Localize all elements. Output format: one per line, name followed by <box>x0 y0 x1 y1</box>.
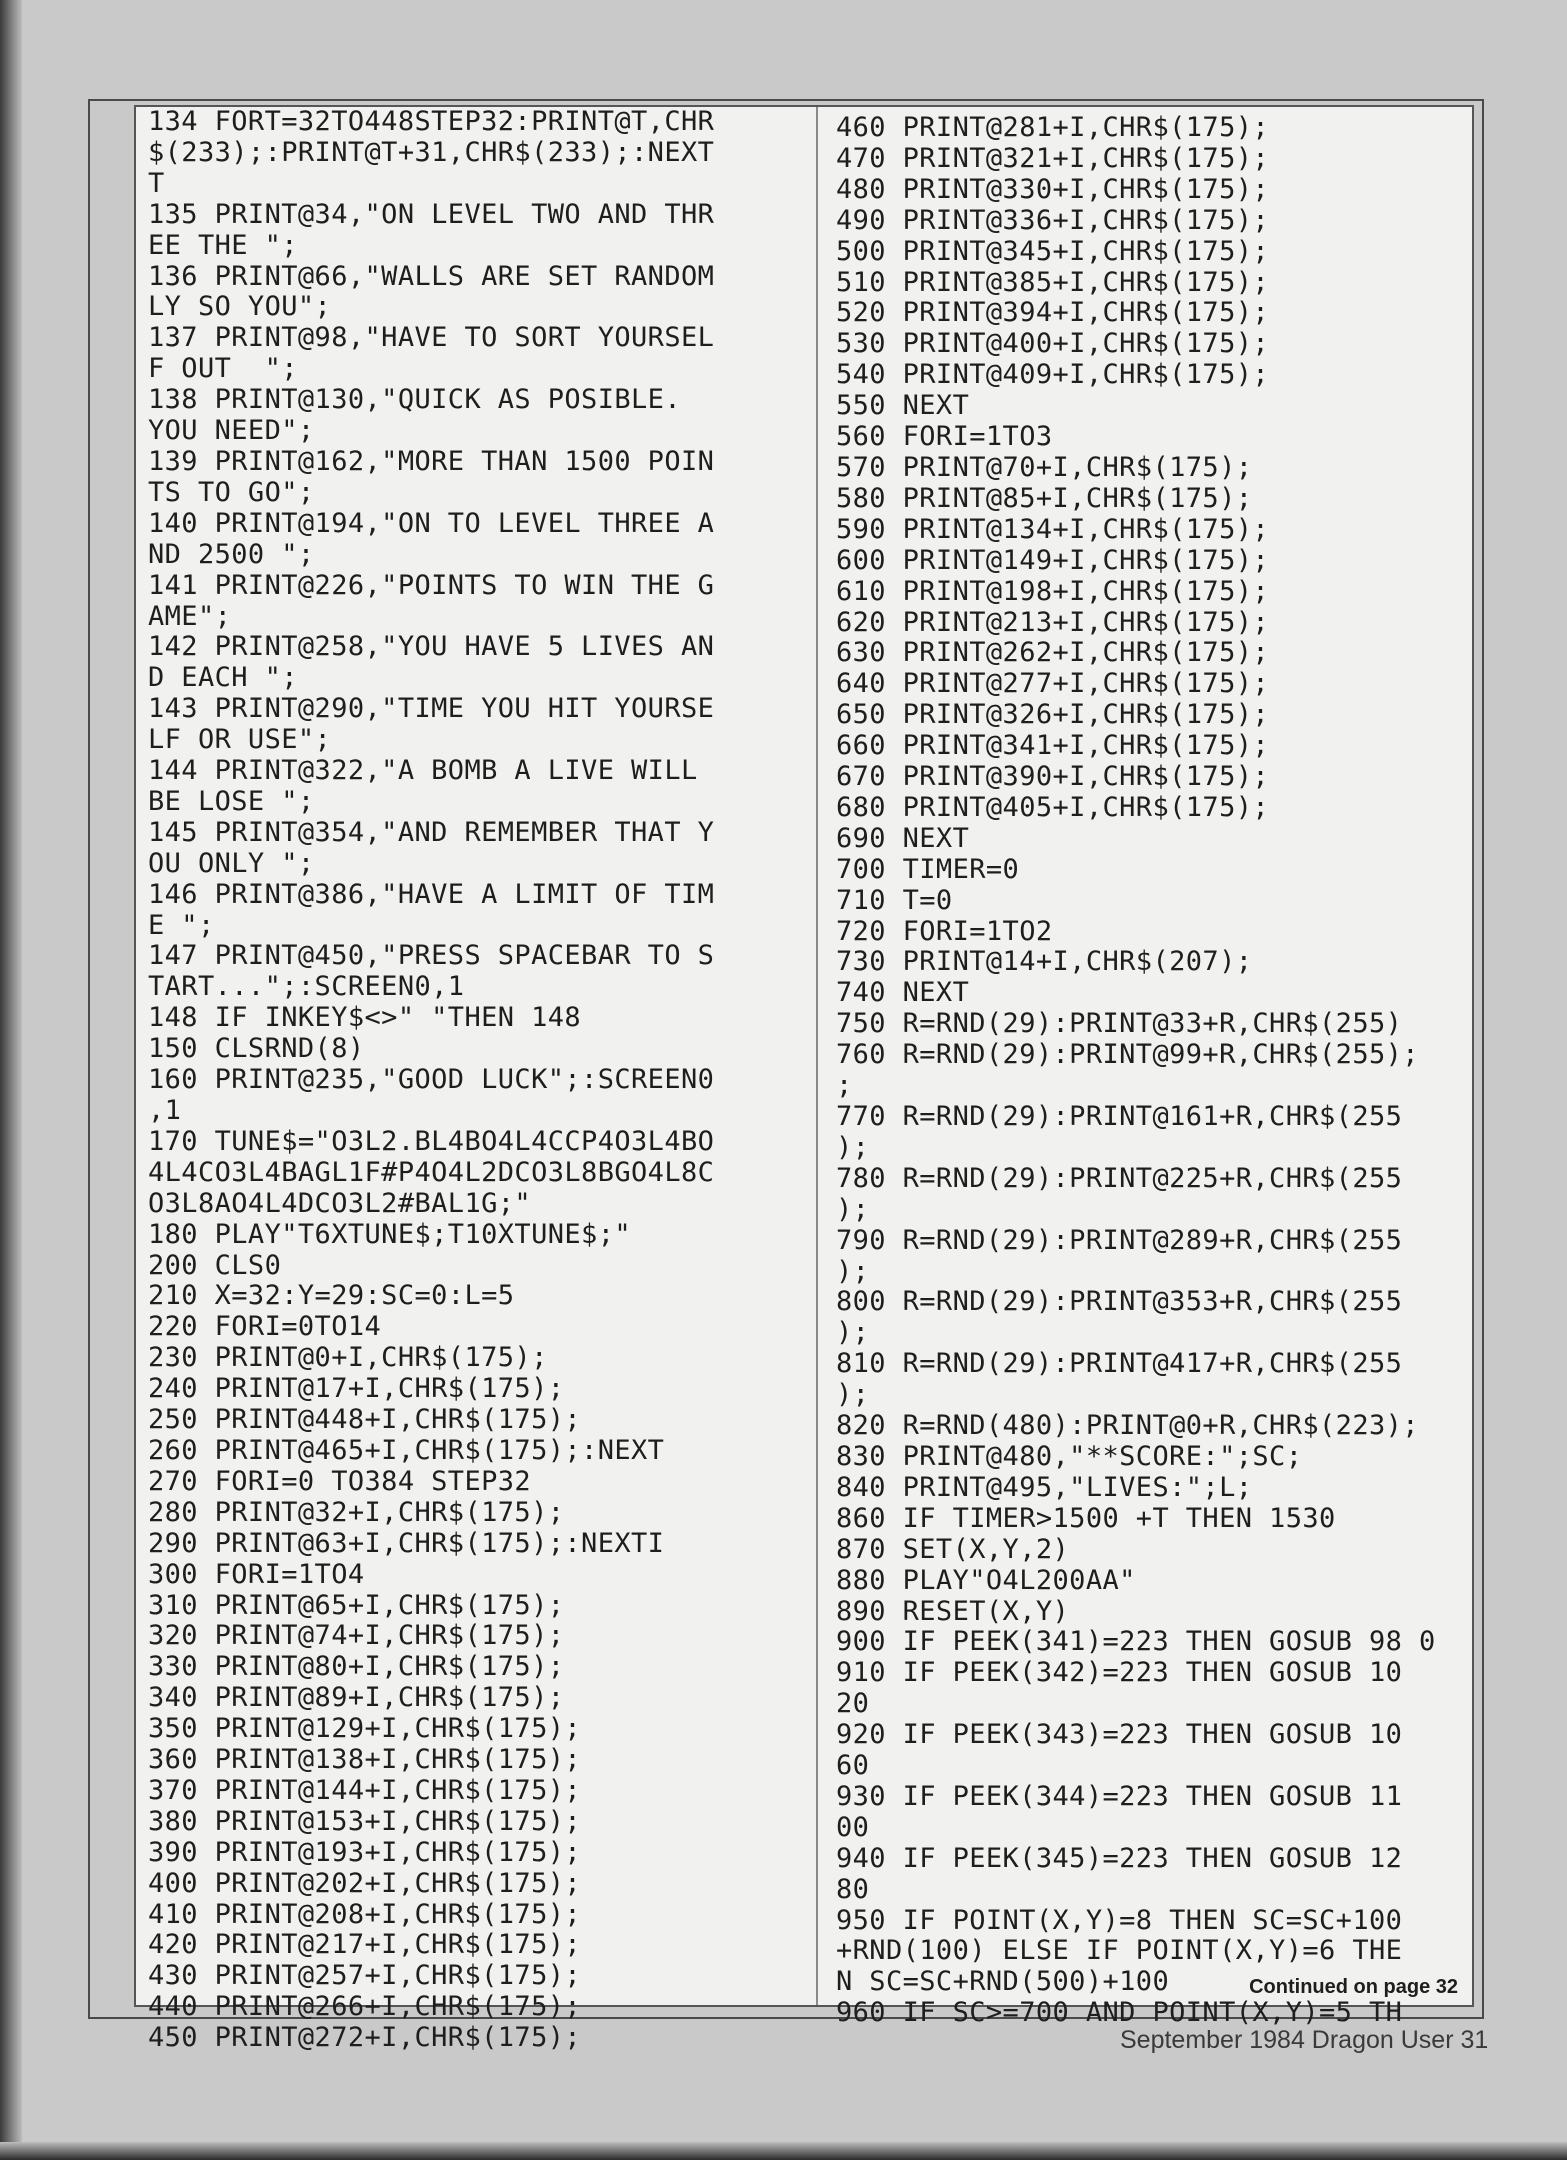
code-line: 590 PRINT@134+I,CHR$(175); <box>836 513 1270 545</box>
code-line: 147 PRINT@450,"PRESS SPACEBAR TO S <box>148 940 715 972</box>
code-line: 440 PRINT@266+I,CHR$(175); <box>148 1991 582 2023</box>
code-line: 640 PRINT@277+I,CHR$(175); <box>836 668 1270 700</box>
code-line: LF OR USE"; <box>148 724 332 756</box>
code-line: 890 RESET(X,Y) <box>836 1595 1070 1627</box>
code-line: 80 <box>836 1873 870 1905</box>
code-line: 160 PRINT@235,"GOOD LUCK";:SCREEN0 <box>148 1064 715 1096</box>
code-line: ); <box>836 1131 870 1163</box>
page-bottom-shadow <box>0 2142 1567 2160</box>
code-line: 4L4CO3L4BAGL1F#P4O4L2DCO3L8BGO4L8C <box>148 1156 715 1188</box>
code-line: 144 PRINT@322,"A BOMB A LIVE WILL <box>148 755 698 787</box>
code-line: 610 PRINT@198+I,CHR$(175); <box>836 575 1270 607</box>
code-line: 680 PRINT@405+I,CHR$(175); <box>836 791 1270 823</box>
code-line: 230 PRINT@0+I,CHR$(175); <box>148 1342 548 1374</box>
code-line: AME"; <box>148 600 232 632</box>
code-line: ); <box>836 1379 870 1411</box>
listing-right-column <box>836 113 1466 2029</box>
code-line: 830 PRINT@480,"**SCORE:";SC; <box>836 1440 1303 1472</box>
code-line: 860 IF TIMER>1500 +T THEN 1530 <box>836 1502 1336 1534</box>
code-line: 240 PRINT@17+I,CHR$(175); <box>148 1373 565 1405</box>
code-line: 137 PRINT@98,"HAVE TO SORT YOURSEL <box>148 322 715 354</box>
code-line: 920 IF PEEK(343)=223 THEN GOSUB 10 <box>836 1719 1403 1751</box>
code-line: 135 PRINT@34,"ON LEVEL TWO AND THR <box>148 198 715 230</box>
code-line: 650 PRINT@326+I,CHR$(175); <box>836 699 1270 731</box>
code-line: 720 FORI=1TO2 <box>836 915 1053 947</box>
code-line: 290 PRINT@63+I,CHR$(175);:NEXTI <box>148 1527 665 1559</box>
code-line: 930 IF PEEK(344)=223 THEN GOSUB 11 <box>836 1780 1403 1812</box>
code-line: D EACH "; <box>148 662 298 694</box>
code-line: 750 R=RND(29):PRINT@33+R,CHR$(255) <box>836 1008 1403 1040</box>
code-line: ); <box>836 1255 870 1287</box>
code-line: N SC=SC+RND(500)+100 <box>836 1966 1170 1998</box>
code-line: 810 R=RND(29):PRINT@417+R,CHR$(255 <box>836 1348 1403 1380</box>
code-line: 710 T=0 <box>836 884 953 916</box>
code-line: 670 PRINT@390+I,CHR$(175); <box>836 761 1270 793</box>
listing-left-column <box>148 107 798 2054</box>
code-line: 00 <box>836 1811 870 1843</box>
code-line: LY SO YOU"; <box>148 291 332 323</box>
code-line: 550 NEXT <box>836 390 970 422</box>
code-line: 136 PRINT@66,"WALLS ARE SET RANDOM <box>148 260 715 292</box>
code-line: 740 NEXT <box>836 977 970 1009</box>
code-line: 540 PRINT@409+I,CHR$(175); <box>836 359 1270 391</box>
code-line: 250 PRINT@448+I,CHR$(175); <box>148 1404 582 1436</box>
code-line: 870 SET(X,Y,2) <box>836 1533 1070 1565</box>
code-line: TART...";:SCREEN0,1 <box>148 971 465 1003</box>
code-line: 142 PRINT@258,"YOU HAVE 5 LIVES AN <box>148 631 715 663</box>
code-line: 280 PRINT@32+I,CHR$(175); <box>148 1496 565 1528</box>
code-line: E "; <box>148 909 215 941</box>
code-line: 510 PRINT@385+I,CHR$(175); <box>836 266 1270 298</box>
code-line: 780 R=RND(29):PRINT@225+R,CHR$(255 <box>836 1162 1403 1194</box>
code-line: ,1 <box>148 1095 182 1126</box>
code-line: 139 PRINT@162,"MORE THAN 1500 POIN <box>148 445 715 477</box>
code-line: 430 PRINT@257+I,CHR$(175); <box>148 1960 582 1992</box>
code-line: 20 <box>836 1688 870 1720</box>
code-line: 760 R=RND(29):PRINT@99+R,CHR$(255); <box>836 1039 1419 1071</box>
code-line: 490 PRINT@336+I,CHR$(175); <box>836 204 1270 236</box>
code-line: 940 IF PEEK(345)=223 THEN GOSUB 12 <box>836 1842 1403 1874</box>
column-divider <box>816 107 818 2005</box>
page-footer: September 1984 Dragon User 31 <box>1120 2026 1489 2054</box>
code-line: 310 PRINT@65+I,CHR$(175); <box>148 1589 565 1621</box>
code-line: 140 PRINT@194,"ON TO LEVEL THREE A <box>148 507 715 539</box>
code-line: 600 PRINT@149+I,CHR$(175); <box>836 544 1270 576</box>
code-line: 560 FORI=1TO3 <box>836 421 1053 453</box>
code-line: 400 PRINT@202+I,CHR$(175); <box>148 1867 582 1899</box>
code-line: 380 PRINT@153+I,CHR$(175); <box>148 1805 582 1837</box>
page-gutter-shadow <box>0 0 22 2160</box>
code-line: 330 PRINT@80+I,CHR$(175); <box>148 1651 565 1683</box>
code-line: 450 PRINT@272+I,CHR$(175); <box>148 2022 582 2054</box>
code-line: 270 FORI=0 TO384 STEP32 <box>148 1465 532 1497</box>
code-line: 141 PRINT@226,"POINTS TO WIN THE G <box>148 569 715 601</box>
code-line: YOU NEED"; <box>148 415 315 447</box>
code-line: 960 IF SC>=700 AND POINT(X,Y)=5 TH <box>836 1997 1403 2029</box>
code-line: 950 IF POINT(X,Y)=8 THEN SC=SC+100 <box>836 1904 1403 1936</box>
code-line: 300 FORI=1TO4 <box>148 1558 365 1590</box>
code-line: 700 TIMER=0 <box>836 853 1020 885</box>
code-line: 770 R=RND(29):PRINT@161+R,CHR$(255 <box>836 1101 1403 1132</box>
code-line: 350 PRINT@129+I,CHR$(175); <box>148 1713 582 1745</box>
code-line: ; <box>836 1070 853 1102</box>
code-line: 660 PRINT@341+I,CHR$(175); <box>836 730 1270 762</box>
code-line: TS TO GO"; <box>148 476 315 508</box>
code-line: 390 PRINT@193+I,CHR$(175); <box>148 1836 582 1868</box>
code-line: 580 PRINT@85+I,CHR$(175); <box>836 482 1253 514</box>
code-line: ); <box>836 1317 870 1349</box>
code-line: 730 PRINT@14+I,CHR$(207); <box>836 946 1253 978</box>
code-line: 210 X=32:Y=29:SC=0:L=5 <box>148 1280 515 1312</box>
code-line: 370 PRINT@144+I,CHR$(175); <box>148 1774 582 1806</box>
code-line: 460 PRINT@281+I,CHR$(175); <box>836 112 1270 143</box>
continued-note: Continued on page 32 <box>1249 1976 1458 1998</box>
code-line: 470 PRINT@321+I,CHR$(175); <box>836 142 1270 174</box>
code-line: F OUT "; <box>148 353 298 385</box>
code-line: 200 CLS0 <box>148 1249 282 1281</box>
code-line: ND 2500 "; <box>148 538 315 570</box>
code-line: 220 FORI=0TO14 <box>148 1311 382 1343</box>
code-line: 340 PRINT@89+I,CHR$(175); <box>148 1682 565 1714</box>
code-line: +RND(100) ELSE IF POINT(X,Y)=6 THE <box>836 1935 1403 1967</box>
code-line: 800 R=RND(29):PRINT@353+R,CHR$(255 <box>836 1286 1403 1318</box>
code-line: 150 CLSRND(8) <box>148 1033 365 1065</box>
code-line: 170 TUNE$="O3L2.BL4BO4L4CCP4O3L4BO <box>148 1125 715 1157</box>
code-line: 138 PRINT@130,"QUICK AS POSIBLE. <box>148 384 681 416</box>
code-line: OU ONLY "; <box>148 847 315 879</box>
code-line: 420 PRINT@217+I,CHR$(175); <box>148 1929 582 1961</box>
code-line: 410 PRINT@208+I,CHR$(175); <box>148 1898 582 1930</box>
code-line: 880 PLAY"O4L200AA" <box>836 1564 1136 1596</box>
code-line: 820 R=RND(480):PRINT@0+R,CHR$(223); <box>836 1410 1419 1442</box>
code-line: 500 PRINT@345+I,CHR$(175); <box>836 235 1270 267</box>
code-line: BE LOSE "; <box>148 785 315 817</box>
code-line: 630 PRINT@262+I,CHR$(175); <box>836 637 1270 669</box>
code-line: 60 <box>836 1750 870 1782</box>
code-line: 910 IF PEEK(342)=223 THEN GOSUB 10 <box>836 1657 1403 1689</box>
code-line: 900 IF PEEK(341)=223 THEN GOSUB 98 0 <box>836 1626 1436 1658</box>
code-line: 360 PRINT@138+I,CHR$(175); <box>148 1744 582 1776</box>
code-line: 145 PRINT@354,"AND REMEMBER THAT Y <box>148 816 715 848</box>
code-line: 148 IF INKEY$<>" "THEN 148 <box>148 1002 582 1034</box>
code-line: 520 PRINT@394+I,CHR$(175); <box>836 297 1270 329</box>
code-line: 143 PRINT@290,"TIME YOU HIT YOURSE <box>148 693 715 725</box>
code-line: $(233);:PRINT@T+31,CHR$(233);:NEXT <box>148 136 715 168</box>
code-line: 620 PRINT@213+I,CHR$(175); <box>836 606 1270 638</box>
code-line: T <box>148 167 165 199</box>
code-line: 690 NEXT <box>836 822 970 854</box>
code-line: 480 PRINT@330+I,CHR$(175); <box>836 173 1270 205</box>
code-line: 320 PRINT@74+I,CHR$(175); <box>148 1620 565 1652</box>
code-line: 260 PRINT@465+I,CHR$(175);:NEXT <box>148 1434 665 1466</box>
code-line: O3L8AO4L4DCO3L2#BAL1G;" <box>148 1187 532 1219</box>
code-line: 570 PRINT@70+I,CHR$(175); <box>836 451 1253 483</box>
code-line: 790 R=RND(29):PRINT@289+R,CHR$(255 <box>836 1224 1403 1256</box>
code-line: ); <box>836 1193 870 1225</box>
code-line: EE THE "; <box>148 229 298 261</box>
code-line: 840 PRINT@495,"LIVES:";L; <box>836 1471 1253 1503</box>
code-line: 530 PRINT@400+I,CHR$(175); <box>836 328 1270 360</box>
code-line: 180 PLAY"T6XTUNE$;T10XTUNE$;" <box>148 1218 632 1250</box>
code-line: 146 PRINT@386,"HAVE A LIMIT OF TIM <box>148 878 715 910</box>
code-line: 134 FORT=32TO448STEP32:PRINT@T,CHR <box>148 106 715 137</box>
